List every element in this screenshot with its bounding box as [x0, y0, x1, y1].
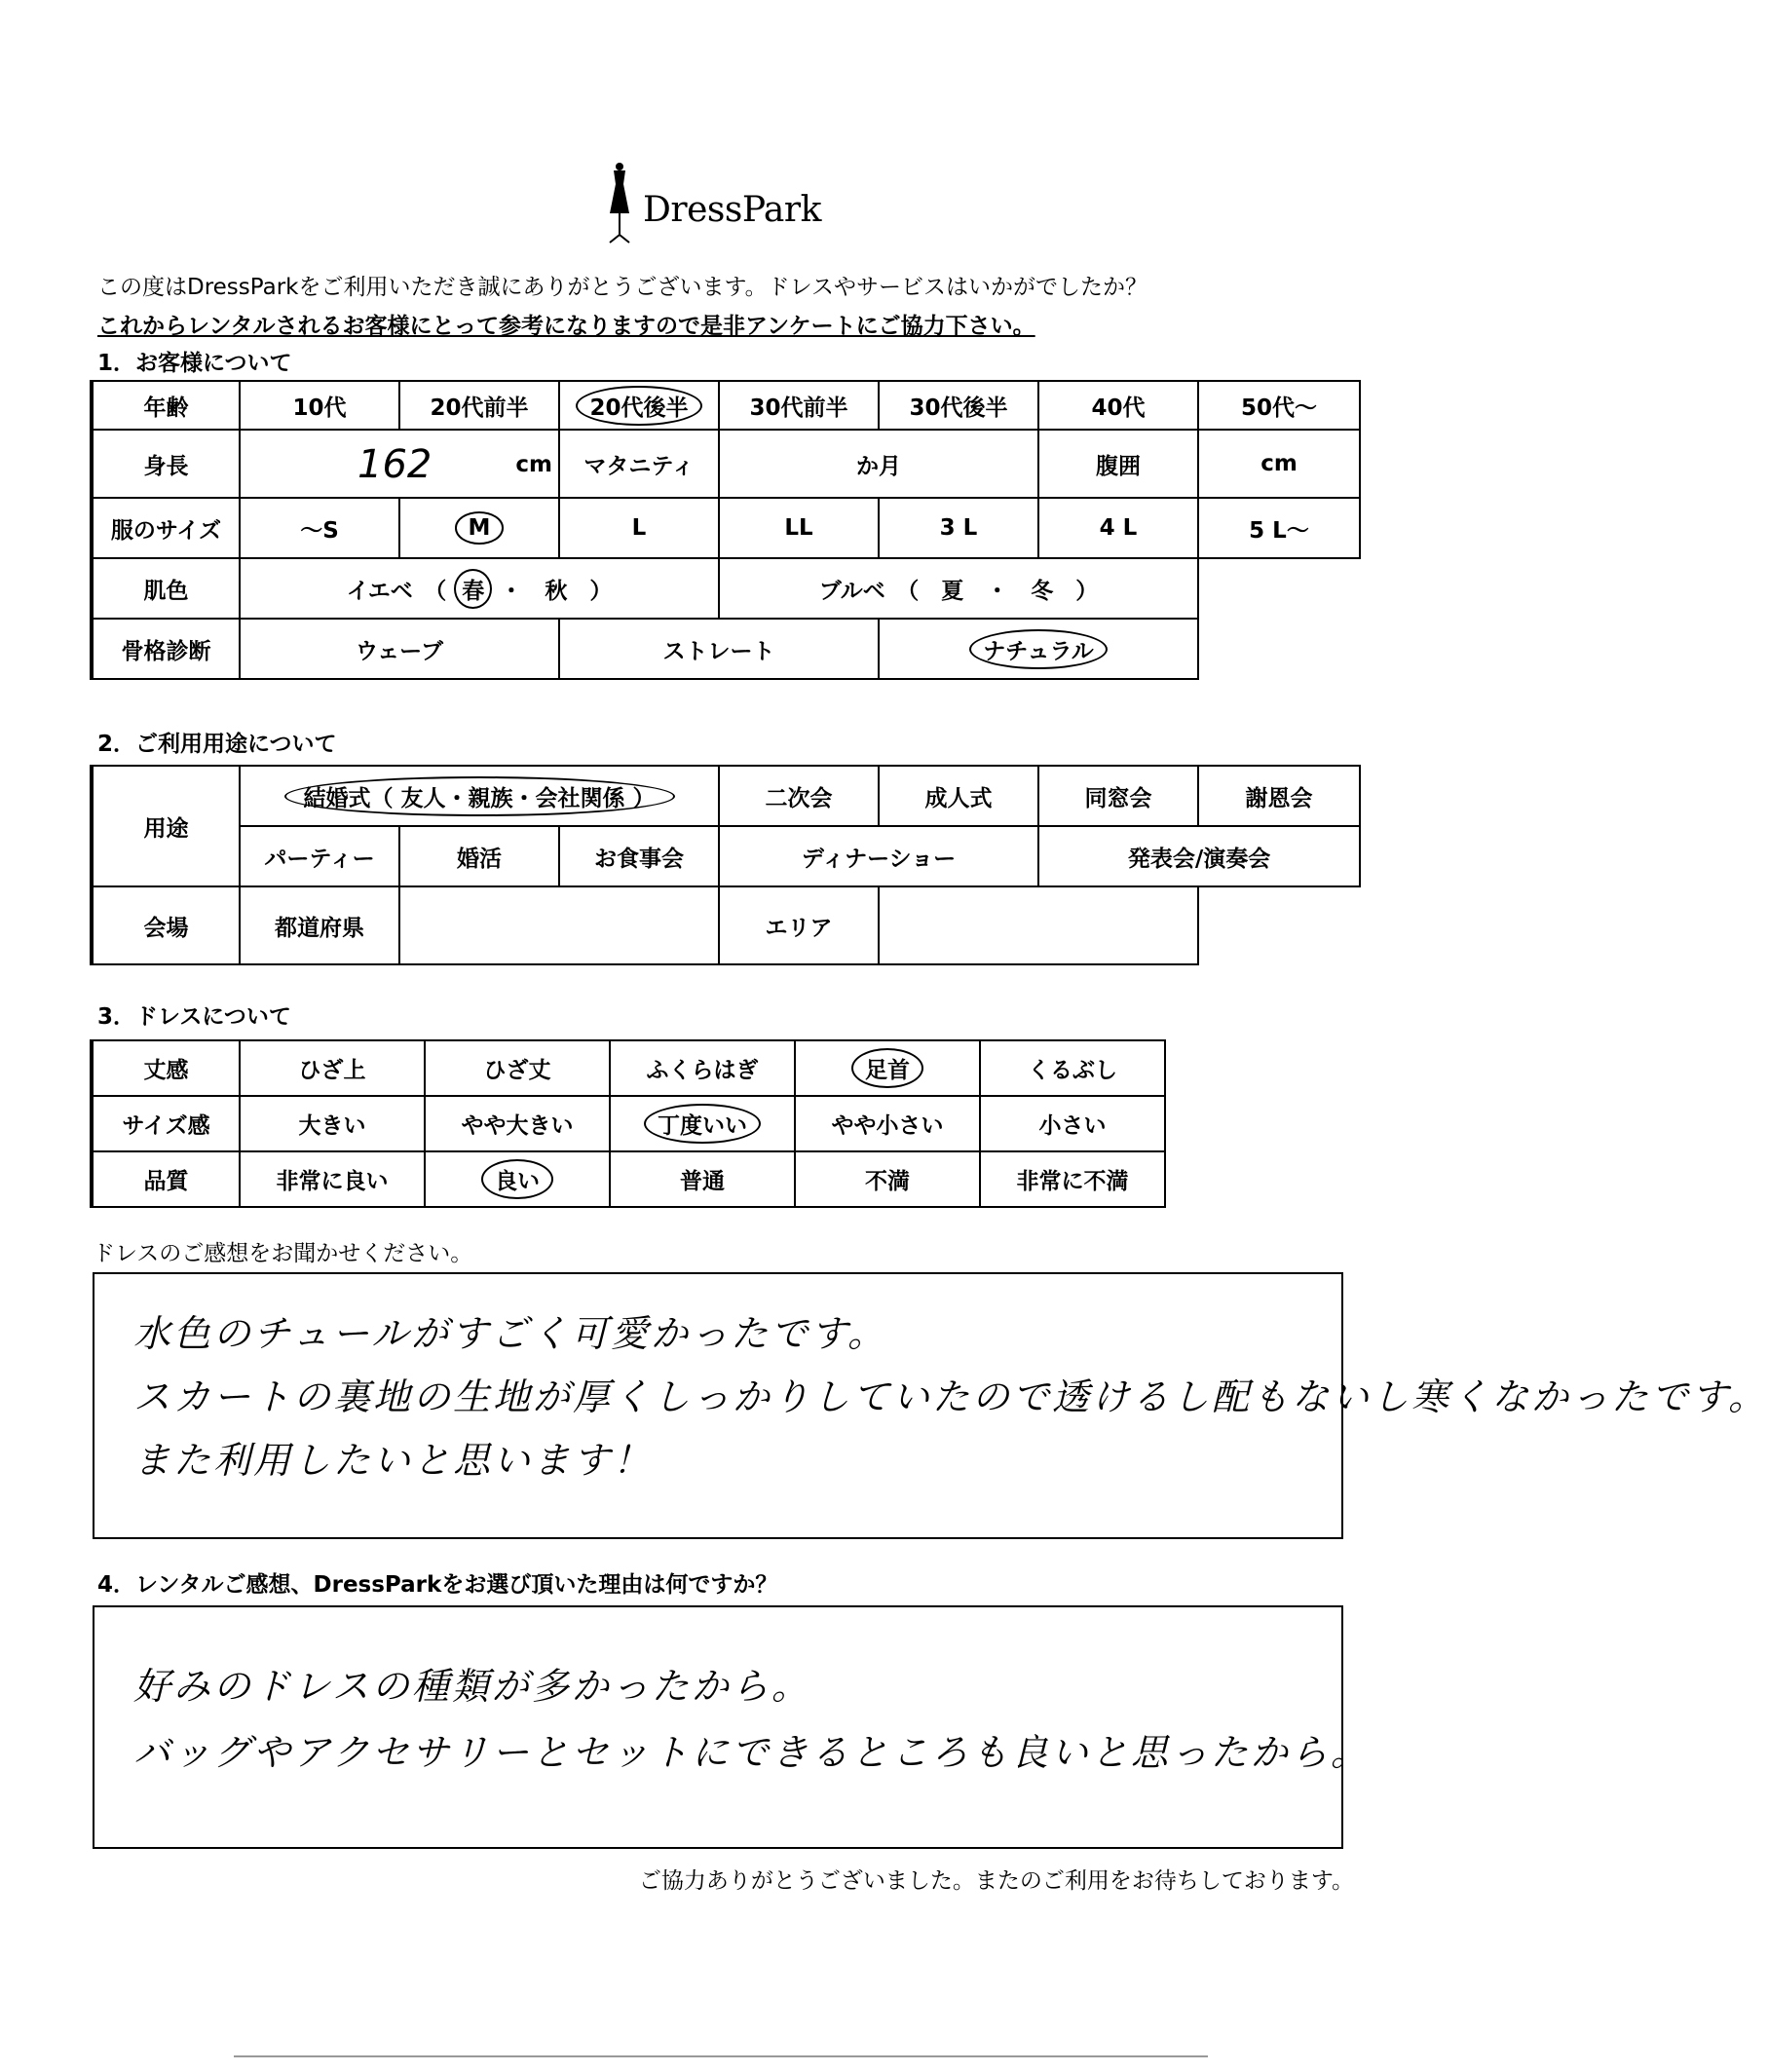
length-option-selected[interactable]: [795, 1040, 980, 1096]
reunion-option[interactable]: 同窓会: [1038, 766, 1198, 826]
skeleton-option[interactable]: ウェーブ: [240, 619, 559, 679]
selection-circle: 20代後半: [576, 386, 701, 426]
age-option[interactable]: 20代前半: [399, 381, 559, 430]
wedding-option-selected[interactable]: [240, 766, 719, 826]
fit-option[interactable]: 大きい: [240, 1096, 425, 1151]
length-option[interactable]: ひざ丈: [425, 1040, 610, 1096]
skeleton-option-selected[interactable]: [879, 619, 1198, 679]
scan-edge-line: [234, 2055, 1208, 2057]
height-value: 162: [357, 442, 433, 487]
empty-cell: [1198, 558, 1360, 619]
height-label: 身長: [92, 430, 240, 498]
feedback-line: 水色のチュールがすごく可愛かったです。: [133, 1312, 888, 1355]
height-unit: cm: [515, 452, 552, 477]
size-option[interactable]: L: [559, 498, 719, 558]
reason-textbox[interactable]: [93, 1605, 1371, 1849]
skeleton-option[interactable]: ストレート: [559, 619, 879, 679]
size-option[interactable]: ～S: [240, 498, 399, 558]
feedback-prompt: ドレスのご感想をお聞かせください。: [93, 1241, 473, 1266]
quality-option[interactable]: 非常に良い: [240, 1151, 425, 1207]
thanks-party-option[interactable]: 謝恩会: [1198, 766, 1360, 826]
closing-message: ご協力ありがとうございました。またのご利用をお待ちしております。: [638, 1868, 1354, 1894]
length-option[interactable]: くるぶし: [980, 1040, 1165, 1096]
size-option[interactable]: LL: [719, 498, 879, 558]
reason-line: バッグやアクセサリーとセットにできるところも良いと思ったから。: [133, 1731, 1371, 1774]
recital-option[interactable]: 発表会/演奏会: [1038, 826, 1360, 886]
size-option-selected[interactable]: [399, 498, 559, 558]
waist-label: 腹囲: [1038, 430, 1198, 498]
dresspark-logo: [602, 161, 836, 250]
skin-label: 肌色: [92, 558, 240, 619]
selection-circle: 丁度いい: [644, 1104, 761, 1144]
maternity-label: マタニティ: [559, 430, 719, 498]
dress-form-icon: [602, 161, 637, 250]
fit-option[interactable]: 小さい: [980, 1096, 1165, 1151]
purpose-table: [90, 765, 1361, 965]
yellow-base-text: イエベ （: [346, 578, 447, 604]
intro-request: これからレンタルされるお客様にとって参考になりますので是非アンケートにご協力下さい。: [97, 314, 1035, 339]
intro-text: この度はDressParkをご利用いただき誠にありがとうございます。ドレスやサービスはいかがでしたか？: [97, 275, 1147, 300]
dress-table: [90, 1039, 1166, 1208]
age-option[interactable]: 50代～: [1198, 381, 1360, 430]
waist-field[interactable]: [1198, 430, 1360, 498]
size-option[interactable]: 3 L: [879, 498, 1038, 558]
feedback-textbox[interactable]: [93, 1272, 1768, 1539]
empty-cell: [1198, 619, 1360, 679]
spring-selected: 春: [454, 569, 492, 609]
brand-name: DressPark: [643, 190, 821, 230]
length-option[interactable]: ひざ上: [240, 1040, 425, 1096]
age-option-selected[interactable]: [559, 381, 719, 430]
area-label: エリア: [719, 886, 879, 964]
prefecture-field[interactable]: [399, 886, 719, 964]
venue-label: 会場: [92, 886, 240, 964]
fit-option[interactable]: やや大きい: [425, 1096, 610, 1151]
empty-cell: [1198, 886, 1360, 964]
section1-title: 1．お客様について: [97, 351, 292, 376]
section3-title: 3．ドレスについて: [97, 1004, 291, 1030]
autumn-text: ・ 秋 ）: [500, 578, 613, 604]
section4-title: 4．レンタルご感想、DressParkをお選び頂いた理由は何ですか？: [97, 1572, 778, 1598]
age-option[interactable]: 30代後半: [879, 381, 1038, 430]
quality-option[interactable]: 不満: [795, 1151, 980, 1207]
selection-circle: M: [455, 511, 505, 545]
age-option[interactable]: 10代: [240, 381, 399, 430]
length-option[interactable]: ふくらはぎ: [610, 1040, 795, 1096]
prefecture-label: 都道府県: [240, 886, 399, 964]
size-option[interactable]: 4 L: [1038, 498, 1198, 558]
coming-of-age-option[interactable]: 成人式: [879, 766, 1038, 826]
selection-circle: 良い: [481, 1159, 553, 1199]
customer-table: [90, 380, 1361, 680]
waist-unit: cm: [1260, 451, 1298, 476]
konkatsu-option[interactable]: 婚活: [399, 826, 559, 886]
quality-option-selected[interactable]: [425, 1151, 610, 1207]
size-label: 服のサイズ: [92, 498, 240, 558]
blue-base-option[interactable]: ブルベ （ 夏 ・ 冬 ）: [719, 558, 1198, 619]
age-option[interactable]: 30代前半: [719, 381, 879, 430]
age-option[interactable]: 40代: [1038, 381, 1198, 430]
height-field[interactable]: [240, 430, 559, 498]
selection-circle: ナチュラル: [969, 629, 1108, 669]
size-option[interactable]: 5 L～: [1198, 498, 1360, 558]
yellow-base-option[interactable]: [240, 558, 719, 619]
second-party-option[interactable]: 二次会: [719, 766, 879, 826]
months-unit: か月: [856, 453, 901, 479]
quality-option[interactable]: 非常に不満: [980, 1151, 1165, 1207]
feedback-line: スカートの裏地の生地が厚くしっかりしていたので透けるし配もないし寒くなかったです。: [133, 1375, 1768, 1418]
fit-label: サイズ感: [92, 1096, 240, 1151]
selection-circle: 足首: [851, 1048, 923, 1088]
area-field[interactable]: [879, 886, 1198, 964]
section2-title: 2．ご利用用途について: [97, 732, 337, 757]
party-option[interactable]: パーティー: [240, 826, 399, 886]
skeleton-label: 骨格診断: [92, 619, 240, 679]
age-label: 年齢: [92, 381, 240, 430]
selection-circle: 結婚式（ 友人・親族・会社関係 ）: [284, 776, 675, 816]
reason-line: 好みのドレスの種類が多かったから。: [133, 1665, 811, 1708]
dinner-show-option[interactable]: ディナーショー: [719, 826, 1038, 886]
fit-option[interactable]: やや小さい: [795, 1096, 980, 1151]
dinner-option[interactable]: お食事会: [559, 826, 719, 886]
length-label: 丈感: [92, 1040, 240, 1096]
feedback-line: また利用したいと思います！: [133, 1439, 654, 1482]
purpose-label: 用途: [92, 766, 240, 886]
quality-option[interactable]: 普通: [610, 1151, 795, 1207]
maternity-months-field[interactable]: [719, 430, 1038, 498]
fit-option-selected[interactable]: [610, 1096, 795, 1151]
quality-label: 品質: [92, 1151, 240, 1207]
